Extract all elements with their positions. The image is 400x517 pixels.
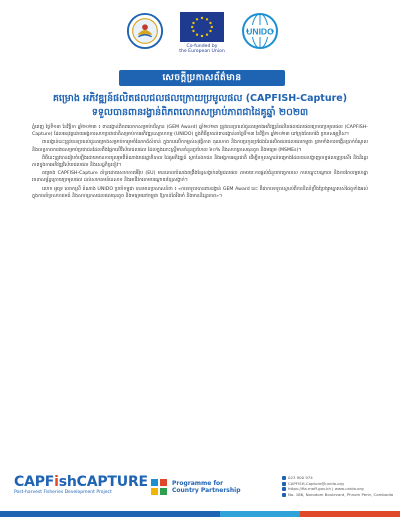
svg-text:UNIDO: UNIDO (246, 26, 274, 37)
pcp-line: Country Partnership (172, 487, 241, 494)
globe-icon (282, 487, 286, 491)
pcp-line: Programme for (172, 480, 224, 487)
ministry-seal-icon (126, 12, 164, 50)
contact-phone-text: 023 900 974 (288, 475, 313, 480)
brand-part: CAPTURE (76, 474, 148, 490)
partner-logos (0, 10, 400, 66)
contact-web-text[interactable]: https://fia.maff.gov.kh | www.unido.org (288, 486, 364, 492)
contact-address-text: No. 186, Norodom Boulevard, Phnom Penh, Cambodia (288, 491, 394, 497)
contact-email-text[interactable]: CAPFISH-Capture@unido.org (288, 480, 344, 486)
brand-part: sh (58, 474, 77, 490)
unido-logo-icon (240, 11, 280, 51)
capfish-capture-logo (14, 474, 148, 495)
capfish-wordmark (14, 474, 148, 490)
pcp-emblem-icon (150, 478, 168, 496)
brand-part: CAPF (14, 474, 55, 490)
headline-line-1: គម្រោង អភិវឌ្ឍន៍ផលិតផលជលផលក្រោយប្រមូលផល (CAPFISH-Capture) (52, 93, 348, 104)
footer-color-stripe (0, 511, 400, 517)
phone-icon (282, 476, 286, 480)
eu-flag-icon (180, 12, 224, 42)
press-release-banner: សេចក្តីប្រកាសព័ត៌មាន (119, 70, 285, 86)
body-paragraph: ពិធីនេះត្រូវបានរៀបចំឡើងដោយមានការចូលរួមពីតំណាងរាជរដ្ឋាភិបាល ដៃគូអភិវឌ្ឍន៍ ស្ថាប័នឯកជន និងអង្គការអន្តរជាតិ ដើម្បីទទួលស្គាល់គម្រោងដែលបានបង្ហាញលទ្ធផលល្អប្រសើរ និងនិរន្តរភាពក្នុងការអភិវឌ្ឍវិស័យជលផល និងសេដ្ឋកិច្ចខៀវ។ (32, 155, 368, 169)
pcp-label (172, 480, 241, 494)
footer (0, 472, 400, 517)
body-paragraph: លោក អូទ្រេ លោកស្រី តំណាង UNIDO ប្រចាំកម្ពុជា បានមានប្រសាសន៍ថា ៖ «ការទទួលបានពានរង្វាន់ GEM Award នេះ គឺជាការទទួលស្គាល់ពីការខិតខំប្រឹងប្រែងរួមគ្នារបស់ដៃគូទាំងអស់ ក្នុងការគាំទ្រសហគមន៍ និងសហគ្រាសជលផលធុនតូច និងមធ្យមនៅកម្ពុជា ឱ្យកាន់តែរឹងមាំ និងមាននិរន្តរភាព»។ (32, 186, 368, 199)
contact-block (282, 475, 392, 497)
body-paragraph: ភ្នំពេញ ថ្ងៃទី១៣ ខែវិច្ឆិកា ឆ្នាំ២០២៣ ៖ ពានរង្វាន់ពិភពលោកសម្រាប់បរិស្ថាន (GEM Award) ឆ្នាំ២០២៣ ត្រូវបានប្រគល់ជូនគម្រោងអភិវឌ្ឍន៍ផលិតផលជលផលក្រោយប្រមូលផល (CAPFISH-Capture) ដែលអនុវត្តដោយអង្គការសហប្រជាជាតិសម្រាប់ការអភិវឌ្ឍឧស្សាហកម្ម (UNIDO) ក្នុងពិធីប្រគល់ពានរង្វាន់នាថ្ងៃទី១៣ ខែវិច្ឆិកា ឆ្នាំ២០២៣ នៅក្រុងតែហេរ៉ង់ ប្រទេសអូទ្រីស។ (32, 125, 368, 138)
contact-address (282, 492, 392, 498)
location-icon (282, 493, 286, 497)
capfish-subtitle: Post-harvest Fisheries Development Project (14, 490, 112, 495)
eu-cofunded-caption: Co-funded by the European Union (179, 44, 225, 55)
pcp-logo (150, 478, 260, 498)
body-paragraph: គម្រោង CAPFISH-Capture គាំទ្រដោយសហភាពអឺរ៉ុប (EU) មានគោលបំណងពង្រឹងខ្សែសង្វាក់តម្លៃជលផល តាមរយៈការផ្តល់ជំនួយបច្ចេកទេស ការបណ្តុះបណ្តាល និងការកែលម្អហេដ្ឋារចនាសម្ព័ន្ធក្រោយប្រមូលផល ដល់សហគមន៍នេសាទ និងអាជីវករតាមបណ្តោយខ្សែសង្វាក់។ (32, 171, 368, 184)
brand-part: i (54, 474, 59, 490)
email-icon (282, 482, 286, 486)
headline-line-2: ទទួលបានពានរង្វាន់ពិភពលោកសម្រាប់ភាពជាដៃគូឆ្នាំ ២០២៣ (91, 107, 309, 118)
body-paragraph: ពានរង្វាន់នេះត្រូវបានប្រគល់ជូនគម្រោងសម្រាប់ការរួមចំណែកដ៏សំខាន់ ក្នុងការលើកកម្ពស់សុវត្ថិភាព គុណភាព និងការប្រកួតប្រជែងនៃផលិតផលជលផលកម្ពុជា ព្រមទាំងការបង្កើនប្រាក់ចំណូល និងលទ្ធភាពការងារសម្រាប់ប្រជាជនដែលពឹងផ្អែកលើវិស័យជលផល ដែលក្នុងនោះស្ត្រីមានចំនួនប្រហែល ៦០% និងសហគ្រាសធុនតូច និងមធ្យម (MSMEs)។ (32, 140, 368, 153)
press-release-body (32, 124, 368, 201)
